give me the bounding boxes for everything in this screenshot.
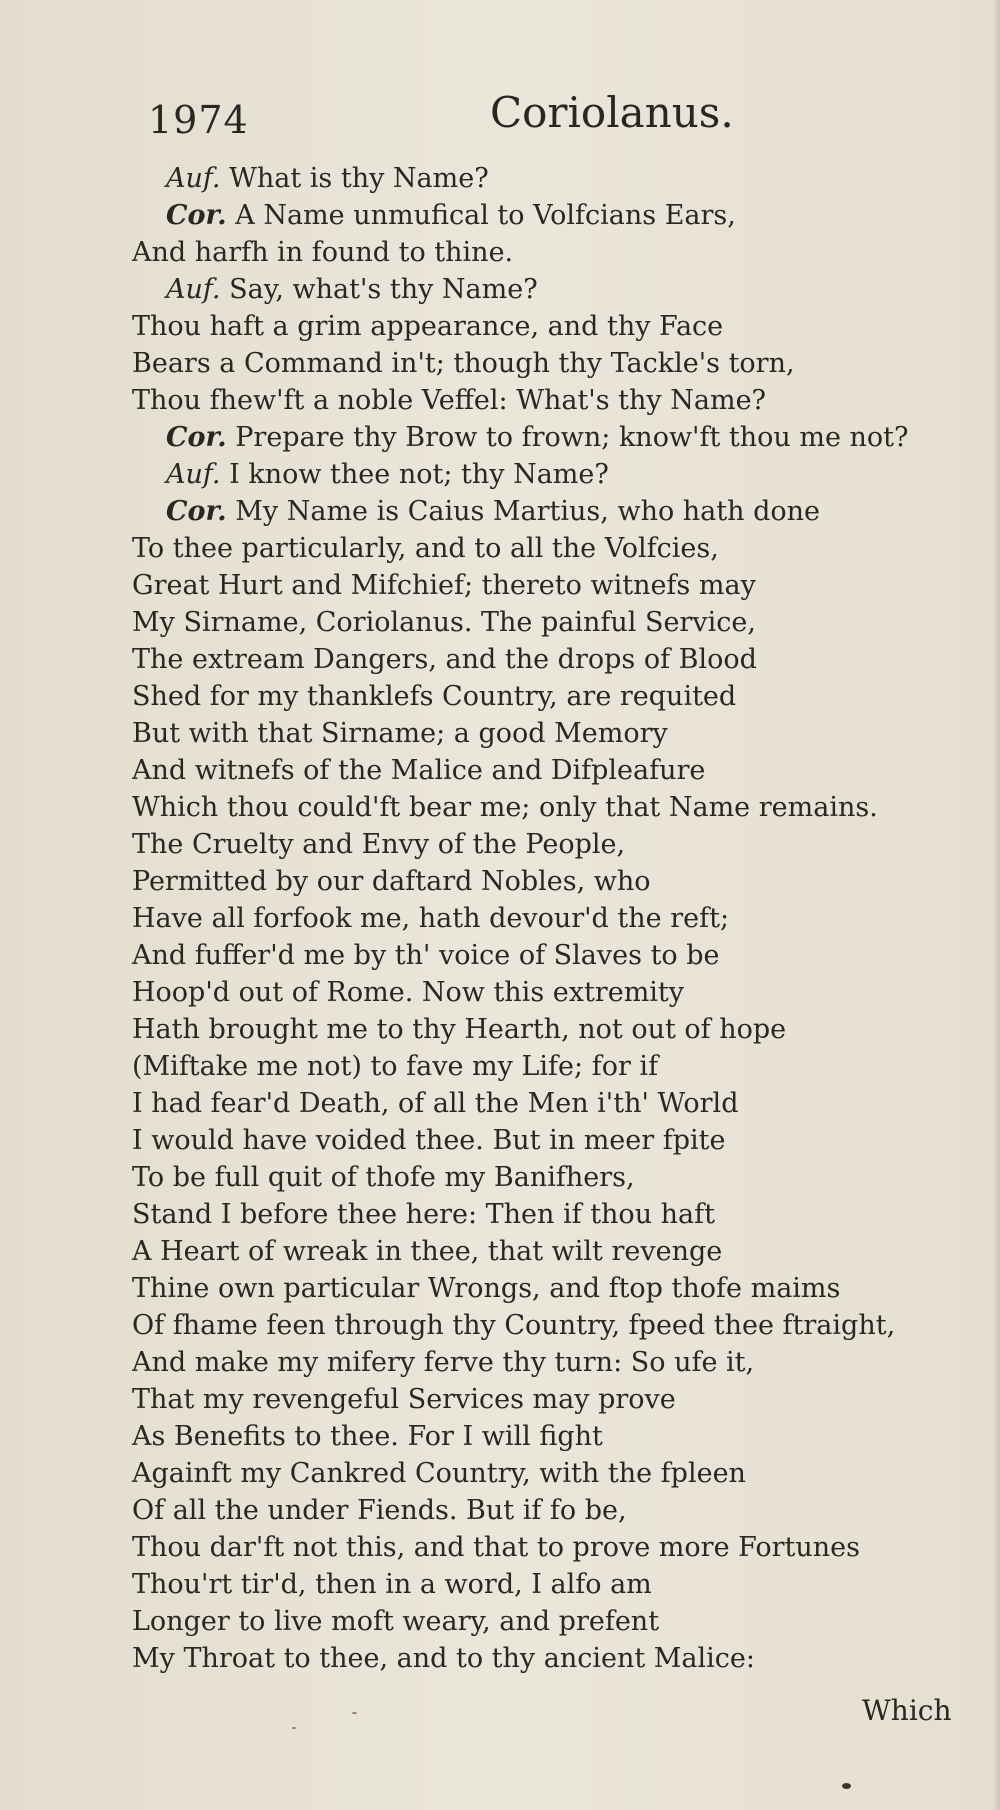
verse-line [0, 826, 1000, 863]
line-text: Of fhame feen through thy Country, fpeed thee ftraight, [132, 1310, 896, 1341]
ink-speck [292, 1727, 296, 1729]
line-text: A Name unmufical to Volfcians Ears, [235, 200, 736, 231]
verse-line [0, 234, 1000, 271]
catchword: Which [862, 1694, 952, 1727]
verse-line [0, 1085, 1000, 1122]
line-text: Prepare thy Brow to frown; know'ft thou me not? [235, 422, 909, 453]
line-text: My Throat to thee, and to thy ancient Malice: [132, 1643, 755, 1674]
verse-line [0, 1455, 1000, 1492]
line-text: What is thy Name? [229, 163, 489, 194]
line-text: Thou dar'ft not this, and that to prove more Fortunes [132, 1532, 861, 1563]
line-text: To be full quit of thofe my Banifhers, [132, 1162, 635, 1193]
speaker-name: Cor. [166, 200, 227, 231]
line-text: Longer to live moft weary, and prefent [132, 1606, 660, 1637]
line-text: As Benefits to thee. For I will fight [132, 1421, 603, 1452]
line-text: Have all forfook me, hath devour'd the reft; [132, 903, 730, 934]
verse-line [0, 752, 1000, 789]
verse-line [0, 1307, 1000, 1344]
verse-line [0, 345, 1000, 382]
play-text [0, 160, 1000, 1677]
line-text: Stand I before thee here: Then if thou haft [132, 1199, 715, 1230]
line-text: And witnefs of the Malice and Difpleafure [132, 755, 706, 786]
verse-line [0, 1122, 1000, 1159]
speaker-name: Auf. [166, 163, 221, 194]
verse-line [0, 382, 1000, 419]
line-text: Hoop'd out of Rome. Now this extremity [132, 977, 685, 1008]
verse-line [0, 567, 1000, 604]
verse-line [0, 1159, 1000, 1196]
speech-line [0, 493, 1000, 530]
verse-line [0, 1492, 1000, 1529]
line-text: And harfh in found to thine. [132, 237, 514, 268]
line-text: To thee particularly, and to all the Volfcies, [132, 533, 719, 564]
verse-line [0, 937, 1000, 974]
verse-line [0, 1640, 1000, 1677]
line-text: Thou fhew'ft a noble Veffel: What's thy Name? [132, 385, 767, 416]
line-text: Bears a Command in't; though thy Tackle's torn, [132, 348, 795, 379]
line-text: But with that Sirname; a good Memory [132, 718, 668, 749]
line-text: Hath brought me to thy Hearth, not out of hope [132, 1014, 787, 1045]
line-text: I had fear'd Death, of all the Men i'th' World [132, 1088, 739, 1119]
line-text: (Miftake me not) to fave my Life; for if [132, 1051, 659, 1082]
verse-line [0, 1381, 1000, 1418]
verse-line [0, 1270, 1000, 1307]
speaker-name: Cor. [166, 422, 227, 453]
verse-line [0, 863, 1000, 900]
verse-line [0, 715, 1000, 752]
page-number: 1974 [148, 98, 249, 142]
verse-line [0, 1048, 1000, 1085]
line-text: My Sirname, Coriolanus. The painful Service, [132, 607, 756, 638]
verse-line [0, 974, 1000, 1011]
verse-line [0, 530, 1000, 567]
speech-line [0, 271, 1000, 308]
line-text: Shed for my thanklefs Country, are requited [132, 681, 737, 712]
verse-line [0, 1603, 1000, 1640]
line-text: My Name is Caius Martius, who hath done [235, 496, 821, 527]
running-title: Coriolanus. [490, 88, 734, 137]
line-text: Say, what's thy Name? [229, 274, 538, 305]
verse-line [0, 1529, 1000, 1566]
line-text: Great Hurt and Mifchief; thereto witnefs may [132, 570, 756, 601]
verse-line [0, 1196, 1000, 1233]
speaker-name: Auf. [166, 459, 221, 490]
line-text: Thou'rt tir'd, then in a word, I alfo am [132, 1569, 652, 1600]
verse-line [0, 641, 1000, 678]
line-text: Which thou could'ft bear me; only that Name remains. [132, 792, 878, 823]
line-text: Againft my Cankred Country, with the fpleen [132, 1458, 746, 1489]
line-text: The extream Dangers, and the drops of Blood [132, 644, 757, 675]
verse-line [0, 1566, 1000, 1603]
speech-line [0, 419, 1000, 456]
line-text: Permitted by our daftard Nobles, who [132, 866, 651, 897]
ink-speck [842, 1783, 851, 1789]
verse-line [0, 678, 1000, 715]
line-text: I would have voided thee. But in meer fpite [132, 1125, 726, 1156]
verse-line [0, 789, 1000, 826]
line-text: That my revengeful Services may prove [132, 1384, 676, 1415]
verse-line [0, 900, 1000, 937]
line-text: Of all the under Fiends. But if fo be, [132, 1495, 627, 1526]
line-text: Thine own particular Wrongs, and ftop thofe maims [132, 1273, 841, 1304]
speech-line [0, 160, 1000, 197]
verse-line [0, 1011, 1000, 1048]
verse-line [0, 1233, 1000, 1270]
line-text: Thou haft a grim appearance, and thy Face [132, 311, 724, 342]
ink-speck [352, 1712, 357, 1714]
line-text: And make my mifery ferve thy turn: So ufe it, [132, 1347, 755, 1378]
line-text: The Cruelty and Envy of the People, [132, 829, 626, 860]
speech-line [0, 456, 1000, 493]
verse-line [0, 308, 1000, 345]
verse-line [0, 1344, 1000, 1381]
speech-line [0, 197, 1000, 234]
line-text: And fuffer'd me by th' voice of Slaves to be [132, 940, 720, 971]
line-text: A Heart of wreak in thee, that wilt revenge [132, 1236, 723, 1267]
speaker-name: Cor. [166, 496, 227, 527]
speaker-name: Auf. [166, 274, 221, 305]
verse-line [0, 604, 1000, 641]
verse-line [0, 1418, 1000, 1455]
page-header [0, 88, 1000, 148]
line-text: I know thee not; thy Name? [229, 459, 609, 490]
